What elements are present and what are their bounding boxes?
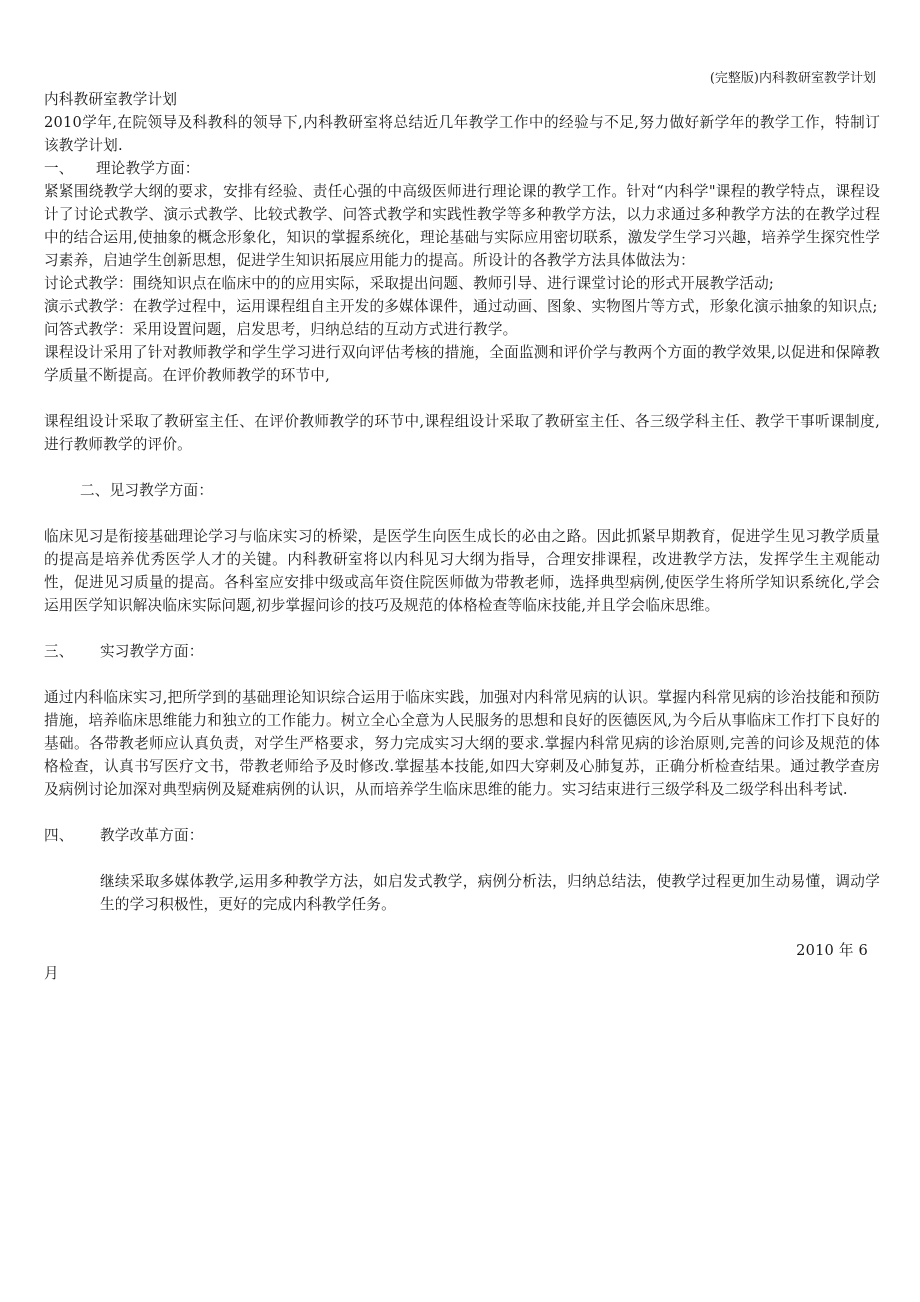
section-3-heading: [44, 640, 880, 663]
date-month-char: 月: [44, 965, 59, 982]
intro-paragraph: 2010学年,在院领导及科教科的领导下,内科教研室将总结近几年教学工作中的经验与不足,努力做好新学年的教学工作，特制订该教学计划.: [44, 114, 880, 154]
section-4-title: 教学改革方面：: [100, 827, 204, 844]
section-1-title: 理论教学方面：: [96, 160, 200, 177]
discussion-method-paragraph: 讨论式教学：围绕知识点在临床中的的应用实际，采取提出问题、教师引导、进行课堂讨论的形式开展教学活动;: [44, 275, 775, 292]
evaluation-system-paragraph: 课程组设计采取了教研室主任、在评价教师教学的环节中,课程组设计采取了教研室主任、各三级学科主任、教学干事听课制度,进行教师教学的评价。: [44, 413, 880, 453]
qa-method-paragraph: 问答式教学：采用设置问题，启发思考，归纳总结的互动方式进行教学。: [44, 321, 518, 338]
section-4-paragraph: 继续采取多媒体教学,运用多种教学方法，如启发式教学，病例分析法，归纳总结法，使教学过程更加生动易懂，调动学生的学习积极性，更好的完成内科教学任务。: [100, 873, 880, 913]
document-title: 内科教研室教学计划: [44, 91, 178, 108]
document-body: [44, 88, 880, 985]
running-header: (完整版)内科教研室教学计划: [709, 71, 876, 86]
date-year-month: 2010 年 6: [796, 942, 868, 959]
demonstration-method-paragraph: 演示式教学：在教学过程中，运用课程组自主开发的多媒体课件，通过动画、图象、实物图片等方式，形象化演示抽象的知识点;: [44, 298, 878, 315]
section-3-title: 实习教学方面：: [100, 643, 204, 660]
section-1-heading: [44, 157, 880, 180]
section-2-heading: 二、见习教学方面：: [80, 482, 214, 499]
section-4-heading: [44, 824, 880, 847]
section-3-number: 三、: [44, 643, 74, 660]
section-4-number: 四、: [44, 827, 74, 844]
section-3-paragraph: 通过内科临床实习,把所学到的基础理论知识综合运用于临床实践，加强对内科常见病的认识。掌握内科常见病的诊治技能和预防措施，培养临床思维能力和独立的工作能力。树立全心全意为人民服务的思想和良好的医德医风,为今后从事临床工作打下良好的基础。各带教老师应认真负责，对学生严格要求，努力完成实习大纲的要求.掌握内科常见病的诊治原则,完善的问诊及规范的体格检查，认真书写医疗文书，带教老师给予及时修改.掌握基本技能,如四大穿刺及心肺复苏，正确分析检查结果。通过教学查房及病例讨论加深对典型病例及疑难病例的认识，从而培养学生临床思维的能力。实习结束进行三级学科及二级学科出科考试.: [44, 689, 880, 798]
evaluation-paragraph: 课程设计采用了针对教师教学和学生学习进行双向评估考核的措施，全面监测和评价学与教两个方面的教学效果,以促进和保障教学质量不断提高。在评价教师教学的环节中,: [44, 344, 880, 384]
section-2-paragraph: 临床见习是衔接基础理论学习与临床实习的桥梁，是医学生向医生成长的必由之路。因此抓紧早期教育，促进学生见习教学质量的提高是培养优秀医学人才的关键。内科教研室将以内科见习大纲为指导，合理安排课程，改进教学方法，发挥学生主观能动性，促进见习质量的提高。各科室应安排中级或高年资住院医师做为带教老师，选择典型病例,使医学生将所学知识系统化,学会运用医学知识解决临床实际问题,初步掌握问诊的技巧及规范的体格检查等临床技能,并且学会临床思维。: [44, 528, 880, 614]
section-1-number: 一、: [44, 160, 74, 177]
section-1-paragraph: 紧紧围绕教学大纲的要求，安排有经验、责任心强的中高级医师进行理论课的教学工作。针对“内科学"课程的教学特点，课程设计了讨论式教学、演示式教学、比较式教学、问答式教学和实践性教学等多种教学方法，以力求通过多种教学方法的在教学过程中的结合运用,使抽象的概念形象化，知识的掌握系统化，理论基础与实际应用密切联系，激发学生学习兴趣，培养学生探究性学习素养，启迪学生创新思想，促进学生知识拓展应用能力的提高。所设计的各教学方法具体做法为：: [44, 183, 880, 269]
